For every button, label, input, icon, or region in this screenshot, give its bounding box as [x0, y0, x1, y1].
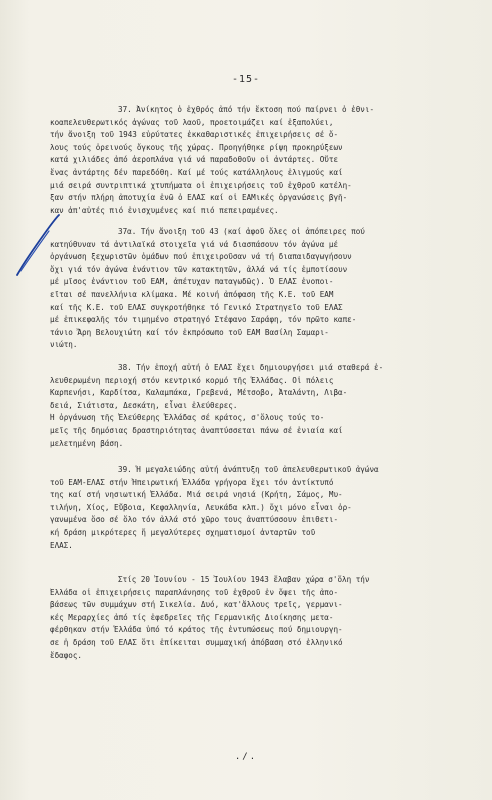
text-line: κατά χιλιάδες ἀπό ἀεροπλάνα γιά νά παραδοθοῦν οἱ ἀντάρτες. Οὔτε	[50, 155, 339, 165]
paragraph-37	[50, 104, 478, 217]
text-line: κατηύθυναν τά ἀντιλαϊκά στοιχεῖα γιά νά διασπάσουν τόν ἀγώνα μέ	[50, 239, 339, 249]
text-line: Ἑλλάδα οἱ ἐπιχειρήσεις παραπλάνησης τοῦ ἐχθροῦ ἐν ὄψει τῆς ἀπο-	[50, 587, 339, 597]
text-line: νιώτη.	[50, 340, 78, 350]
text-line: λους τούς ὀρεινούς ὄγκους τῆς χώρας. Προηγήθηκε ρίψη προκηρύξεων	[50, 142, 343, 152]
text-line: κή δράση μικρότερες ἤ μεγαλύτερες σχηματισμοί ἀνταρτῶν τοῦ	[50, 527, 316, 537]
text-line: 37. Ἀνίκητος ὁ ἐχθρός ἀπό τήν ἔκτοση πού παίρνει ὁ ἐθνι-	[118, 105, 375, 114]
end-mark: ./.	[234, 752, 258, 762]
text-line: Στίς 20 Ἰουνίου - 15 Ἰουλίου 1943 ἔλαβαν χώρα σ'ὅλη τήν	[118, 575, 370, 584]
text-line: κές Μεραρχίες ἀπό τίς ἐφεδρεῖες τῆς Γερμανικῆς Διοίκησης μετα-	[50, 612, 334, 622]
text-line: 37α. Τήν ἄνοιξη τοῦ 43 (καί ἀφοῦ ὅλες οἱ ἀπόπειρες πού	[118, 227, 365, 236]
text-line: λευθερωμένη περιοχή στόν κεντρικό κορμό τῆς Ἑλλάδας. Οἱ πόλεις	[50, 375, 334, 385]
text-line: δειά, Σιάτιστα, Δεσκάτη, εἶναι ἐλεύθερες.	[50, 400, 238, 410]
text-line: της καί στή νησιωτική Ἑλλάδα. Μιά σειρά νησιά (Κρήτη, Σάμος, Μυ-	[50, 490, 343, 500]
text-line: μέ μῖσος ἐνάντιον τοῦ ΕΑΜ, ἀπέτυχαν παταγωδῶς). Ὁ ΕΛΑΣ ἐνοποι-	[50, 277, 334, 287]
text-line: ΕΛΑΣ.	[50, 540, 73, 550]
text-line: κοαπελευθερωτικός ἀγώνας τοῦ λαοῦ, προετοιμάζει καί ἐξαπολύει,	[50, 117, 334, 127]
text-line: μέ ἐπικεφαλῆς τόν τιμημένο στρατηγό Στέφανο Σαράφη, τόν πρῶτο καπε-	[50, 315, 357, 325]
page-number: -15-	[231, 74, 261, 85]
text-line: μιά σειρά συντριπτικά χτυπήματα οἱ ἐπιχειρήσεις τοῦ ἐχθροῦ κατέλη-	[50, 180, 352, 190]
text-line: τιλήνη, Χίος, Εὔβοια, Κεφαλληνία, Λευκάδα κλπ.) ὄχι μόνο εἶναι ὀρ-	[50, 502, 352, 512]
text-line: ἕνας ἀντάρτης δέν παρεδόθη. Καί μέ τούς κατάλληλους ἐλιγμούς καί	[50, 167, 343, 177]
text-line: γανωμένα ὅσο σέ ὅλο τόν ἀλλά στό χῶρο τους ἀναπτύσσουν ἐπιθετι-	[50, 515, 339, 525]
text-line: σε ἡ δράση τοῦ ΕΛΑΣ ὅτι ἐπίκειται συμμαχική ἀπόβαση στό ἑλληνικό	[50, 637, 343, 647]
paragraph-operations	[50, 574, 478, 662]
text-line: βάσεως τῶν συμμάχων στή Σικελία. Δυό, κατ'ἄλλους τρεῖς, γερμανι-	[50, 600, 343, 610]
text-line: Καρπενήσι, Καρδίτσα, Καλαμπάκα, Γρεβενά, Μέτσοβο, Ἀταλάντη, Λιβα-	[50, 388, 348, 398]
text-line: 38. Τήν ἐποχή αὐτή ὁ ΕΛΑΣ ἔχει δημιουργήσει μιά σταθερά ἐ-	[118, 363, 384, 372]
text-line: μελετημένη βάση.	[50, 438, 124, 448]
paragraph-38	[50, 362, 478, 450]
text-line: τοῦ ΕΑΜ-ΕΛΑΣ στήν Ἠπειρωτική Ἑλλάδα γρήγορα ἔχει τόν ἀντίκτυπό	[50, 477, 334, 487]
text-line: καί τῆς Κ.Ε. τοῦ ΕΛΑΣ συγκροτήθηκε τό Γενικό Στρατηγεῖο τοῦ ΕΛΑΣ	[50, 302, 343, 312]
text-line: τάνιο Ἄρη Βελουχιώτη καί τόν ἐκπρόσωπο τοῦ ΕΑΜ Βασίλη Σαμαρι-	[50, 327, 329, 337]
text-line: 39. Ἡ μεγαλειώδης αὐτή ἀνάπτυξη τοῦ ἀπελευθερωτικοῦ ἀγώνα	[118, 465, 379, 474]
text-line: ὄχι γιά τόν ἀγώνα ἐνάντιον τῶν κατακτητῶν, ἀλλά νά τίς ἐμποτίσουν	[50, 264, 348, 274]
text-line: ὀργάνωση ξεχωριστῶν ὁμάδων πού ἐπιχειροῦσαν νά τή διαπαιδαγωγήσουν	[50, 252, 352, 262]
text-line: μεῖς τῆς δημόσιας δραστηριότητας ἀναπτύσσεται πάνω σέ ἑνιαία καί	[50, 425, 343, 435]
text-line: Ἡ ὀργάνωση τῆς Ἐλεύθερης Ἑλλάδας σέ κράτος, σ'ὅλους τούς το-	[50, 413, 325, 423]
text-line: καν ἀπ'αὐτές πιό ἐνισχυμένες καί πιό πεπειραμένες.	[50, 205, 279, 215]
text-line: τήν ἄνοιξη τοῦ 1943 εὐρύτατες ἐκκαθαριστικές ἐπιχειρήσεις σέ ὅ-	[50, 130, 339, 140]
paragraph-39	[50, 464, 478, 552]
text-line: φέρθηκαν στήν Ἑλλάδα ὑπό τό κράτος τῆς ἐντυπώσεως πού δημιουργη-	[50, 625, 343, 635]
paragraph-37a	[50, 226, 478, 352]
text-line: ἔδαφος.	[50, 650, 83, 660]
text-line: ξαν στήν πλήρη ἀποτυχία ἐνῶ ὁ ΕΛΑΣ καί οἱ ΕΑΜικές ὀργανώσεις βγῆ-	[50, 193, 348, 203]
text-line: εῖται σέ πανελλήνια κλίμακα. Μέ κοινή ἀπόφαση τῆς Κ.Ε. τοῦ ΕΑΜ	[50, 289, 334, 299]
